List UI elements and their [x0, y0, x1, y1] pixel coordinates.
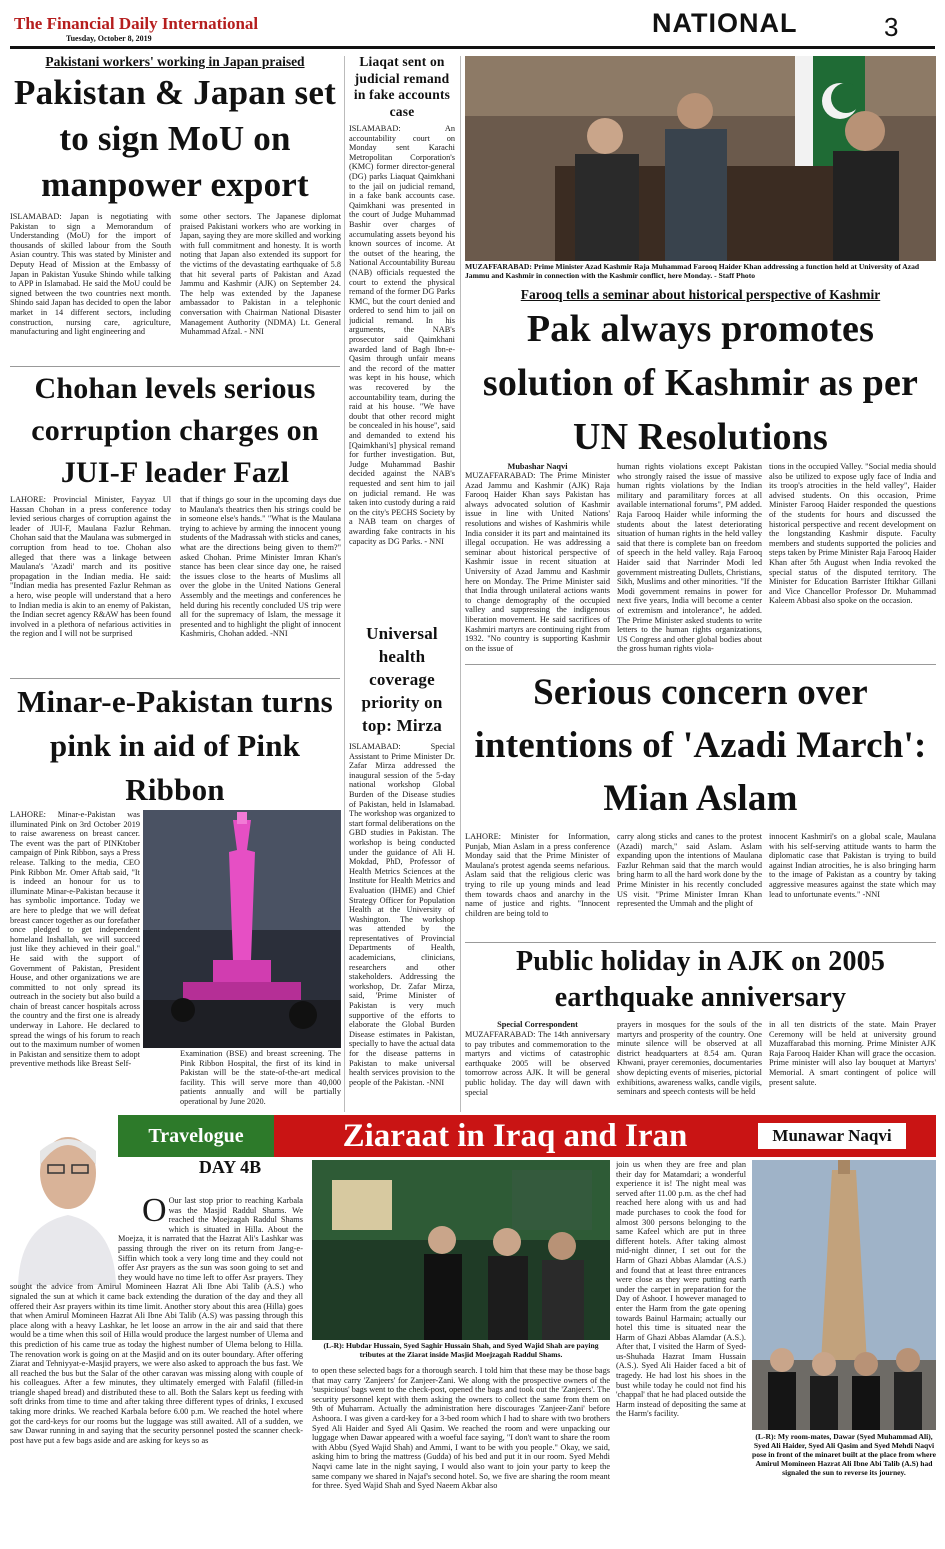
a1-col1: ISLAMABAD: Japan is negotiating with Pakistan to sign a Memorandum of Understanding (MoU) for the import of thousands of skilled labour from the South Asian country. This was stated by Minister and Deputy Head of Mission at the Embassy of Japan in Pakistan Yusuke Shindo while talking to APP in Islamabad. He said the MoU could be signed between the two countries next month. Shindo said Japan has decided to open the labor market in 14 different sectors, including construction, nursing care, agriculture, manufacturing and light engineering and: [10, 212, 171, 337]
a6-col2: Examination (BSE) and breast screening. The Pink Ribbon Hospital, the first of its kind in Pakistan will be the state-of-the-art medical facility. This will serve more than 40,000 patients annually and will be partially operational by June 2020.: [180, 1049, 341, 1106]
kashmir-function-photo: [465, 56, 936, 261]
a7-col1: LAHORE: Minister for Information, Punjab, Mian Aslam in a press conference Monday said that the Prime Minister of Maulana's protest agenda seems nefarious. Aslam said that the religious cleric was trying to rile up young minds and lead them towards chaos and anarchy in the name of justice and rights. "Innocent children are being told to: [465, 832, 610, 918]
a3-col1: MUZAFFARABAD: The Prime Minister Azad Jammu and Kashmir (AJK) Raja Farooq Haider Khan says Pakistan has always advocated solution of Kashmir issue in line with United Nations' resolutions and wishes of Kashmiris while India consider it its part and maintained its illegal occupation. He was addressing a seminar about historical perspective of Kashmir issue in recent situation at University of Azad Jammu and Kashmir here on Monday. The Prime Minister said that India through unilateral actions wants to change demography of the occupied valley and suppressing the indigenous liberation movement. He said sacrifices of Kashmiri martyrs are continuing right from 1932. "No country is supporting Kashmir on the issue of: [465, 471, 610, 653]
photo1-caption: MUZAFFARABAD: Prime Minister Azad Kashmir Raja Muhammad Farooq Haider Khan addressing a function held at University of Azad Jammu and Kashmir in connection with the Kashmir conflict, here Monday. - Staff Photo: [465, 262, 920, 280]
travelogue-col2: to open these selected bags for a thorough search. I told him that these may be those bags that may carry 'Zanjeers' for Zanjeer-Zani. We along with the prospective owners of the 'suspicious' bags went to the check-post, opened the bags and took out the 'Zanjeers'. The security personnel kept with them asking the owners to collect the same from them on 9th of Muharram. Actually the administration here discourages 'Zanjeer-Zani' before Ashoora. I was given a card-key for a 3-bed room which I had to share with two brothers Syed Ali Haider and Syed Ali Qasim. We reached the room and were unpacking our luggage when Dawar appeared with a woeful face saying, "I don't want to share the room with Abbu (Syed Wajid Shah) and Ammi, I want to be with you people." Okay, we said, asking him to bring the mattress (Gudda) of his bed and put it in our room. Syed Mehdi Naqvi came late in the night saying, I would also want to join your party to keep the same company we shared in Najaf's second hotel. So, we five are sharing the room meant for three. Syed Wajid Shah and Syed Naeem Akbar also: [312, 1366, 610, 1491]
a1-headline: Pakistan & Japan set to sign MoU on manpower export: [14, 73, 336, 204]
a1-col2: some other sectors. The Japanese diplomat praised Pakistani workers who are working in Japan, saying they are more skilled and working with full commitment and honesty. It is worth noting that Japan also extended its support for the victims of the devastating earthquake of 5.8 that hit several parts of Pakistan and Azad Jammu and Kashmir (AJK) on September 24. The help was extended by the Japanese ambassador to Pakistan in a telephonic conversation with Chairman National Disaster Management Authority (NDMA) Lt. General Muhammad Afzal. - NNI: [180, 212, 341, 337]
minaret-photo: [752, 1160, 936, 1430]
a3-col2: human rights violations except Pakistan who strongly raised the issue of massive human rights violations by the Indian military and paramilitary forces at all available international forums", PM added. Raja Farooq Haider while informing the students about the latest deteriorating situation of human rights in the held valley said that there is complete ban on freedom of speech in the held valley. Raja Farooq Haider said that Narrinder Modi led government mistreating Dullets, Christians, Sikh, Muslims and other minorities. "If the Modi government remains in power for next five years, India will become a center of extremism and intolerance", he added. The Prime Minister asked students to write letters to the human rights organizations, US Congress and other global bodies about the gross human rights viola-: [617, 462, 762, 654]
ziarat-photo: [312, 1160, 610, 1340]
page-number: 3: [884, 12, 899, 42]
issue-date: Tuesday, October 8, 2019: [66, 34, 152, 43]
a4-headline: Chohan levels serious corruption charges on JUI-F leader Fazl: [31, 372, 319, 489]
dropcap: O: [142, 1196, 167, 1229]
a3-headline: Pak always promotes solution of Kashmir as per UN Resolutions: [482, 308, 919, 458]
a5-headline: Universal health coverage priority on top: Mirza: [361, 624, 443, 735]
a2-headline: Liaqat sent on judicial remand in fake accounts case: [353, 54, 451, 119]
a4-col2: that if things go sour in the upcoming days due to Maulana's theatrics then his strings could be in someone else's hands." "What is the Maulana trying to achieve by arming the innocent young students of the Madrassah with sticks and canes, what are the directions being given to them?" asked Chohan. Prime Minister Imran Khan's stance has been clear since day one, he raised the issues close to the hearts of Muslims all over the globe in the United Nations General Assembly and the meetings and conferences he held during his recently concluded US trip were all for the supremacy of Islam, the message it presented and to highlight the plight of innocent Kashmiris, Chohan added. -NNI: [180, 495, 341, 639]
a7-col2: carry along sticks and canes to the protest (Azadi) march," said Aslam. Aslam expanding upon the intentions of Maulana Fazlur Rehman said that the march would bring harm to all the hard work done by the Prime Minister in his recently concluded US visit. "Prime Minister Imran Khan represented the Ummah and the plight of: [617, 832, 762, 909]
photo3-caption: (L-R): My room-mates, Dawar (Syed Muhammad Ali), Syed Ali Haider, Syed Ali Qasim and Syed Mehdi Naqvi pose in front of the minaret built at the place from where Amirul Momineen Hazrat Ali Ibne Abi Talib (A.S) had signaled the sun to reverse its journey.: [752, 1432, 936, 1477]
travelogue-col1: [10, 1196, 303, 1546]
masthead: [0, 0, 945, 56]
travelogue-col3: join us when they are free and plan their day for Matamdari; a wonderful experience it is! The night meal was served after 11.00 p.m. as the chef had reached here along with us and had made purchases to cook the food for almost 300 persons belonging to the same Kafeel which are put in three different hotels. After taking almost mid-night dinner, I set out for the Harm of Ghazi Abbas Alamdar (A.S.) and found that at least three entrances were close as they were putting earth under the carpet in preparation for the Day of Ashoor. I however managed to enter the Harm from the gate opening towards Bainul Harmain; actually our hotel this time is situated near the Harm of Ghazi Abbas Alamdar (A.S.). After that, I visited the Harm of Syed-us-Shuhada Hazrat Imam Hussain (A.S.). Syed Ali Haider faced a bit of tragedy. He had lost his shoes in the bust while today he could not find his 'chappal' that he had placed outside the Harm instead of depositing the same at the Harm's facility.: [616, 1160, 746, 1419]
travelogue-col1-text: Our last stop prior to reaching Karbala was the Masjid Raddul Shams. We reached the Moejzagah Raddul Shams which is situated in Hilla. About the Moejza, it is narrated that the Hazrat Ali's Lashkar was passing through the river on its return from Jang-e-Siffin which took a very long time and they could not offer Asr prayers as the sun was soon going to set and they would have no time left to offer Asr prayers. They sought the advice from Amirul Momineen Hazrat Ali Ibne Abi Talib (A.S.) who signaled the sun at which it came back extending the duration of the day and they all offered their Asr prayers within its time limit. Another story about this area (Hilla) goes that when Amirul Momineen Hazrat Ali Ibne Abi Talib (A.S) was passing through this place along with a heavy Lashkar, he let loose an arrow in the air and said that there would be a time when this soil of Hilla would produce the largest number of Ulema and this prediction of his came true as today the highest number of Ulema belong to Hilla. The renovation work is going on at the Masjid and on its outer boundary. After offering Ziarat and Tehniyyat-e-Masjid prayers, we were also asked to approach the bus fast. We all reached the bus but the Salar of the other caravan was missing along with couple of his colleagues. After a few minutes, they ultimately emerged with Falafil (filled-in triangle shaped bread) and distributed these to all. Both the Salars kept us feeding with soft drinks from time to time and after taking three different types of drinks, I excused taking more drinks. We reached Karbala before 6.00 p.m. We reached the hotel where got the card-keys for our rooms but the luggage was still awaited. All of a sudden, we saw Dawar running in and saying that the security personnel posted the scanner check-post have put a few bags aside and are asking for keys so as: [10, 1196, 303, 1445]
a4-col1: LAHORE: Provincial Minister, Fayyaz Ul Hassan Chohan in a press conference today levied serious charges of corruption against the leader of JUI-F, Maulana Fazlur Rehman. Chohan said that the Maulana was submerged in corruption from head to toe. Chohan also alleged that there was a linkage between Maulana's 'Azadi' march and its positive propagation in the Indian media. He said: "Indian media has presented Fazlur Rehman as a hero, wise people will understand that a hero to Indian media is akin to an enemy of Pakistan, the Indian secret agency R&AW has been found involved in a plethora of nefarious activities in the region and I will not be surprised: [10, 495, 171, 639]
a3-byline: Mubashar Naqvi: [507, 462, 568, 471]
a2-body: ISLAMABAD: An accountability court on Monday sent Karachi Metropolitan Corporation's (KMC) former director-general (DG) parks Liaquat Qaimkhani to the jail on judicial remand, in a fake bank accounts case. Qaimkhani was presented in the court of Judge Muhammad Bashir over charges of accumulating assets beyond his known sources of income. At the outset of the hearing, the National Accountability Bureau (NAB) officials requested the court to extend the physical remand of the former DG Parks KMC, but the court denied and ordered to send him to jail on judicial remand. In his arguments, the NAB's prosecutor said Qaimkhani awarded land of Bagh Ibn-e-Qasim through unfair means and the record of the matter was kept in his house, which was recovered by the accountability team, during the raid at his house. "We have doubt that other record might be concealed in his house", said and demanded to extend his [Qaimkhani's] physical remand for further investigation. But, Judge Muhammad Bashir decided against the NAB's requested and sent him to jail on judicial remand. He was taken into custody during a raid on the city's PECHS Society by a NAB team on charges of awarding fake contracts in his capacity as DG Parks. - NNI: [349, 124, 455, 546]
minar-e-pakistan-photo: [143, 810, 341, 1048]
paper-name: The Financial Daily International: [14, 14, 259, 33]
a6-headline: Minar-e-Pakistan turns pink in aid of Pink Ribbon: [17, 684, 333, 806]
a6-col1: LAHORE: Minar-e-Pakistan was illuminated Pink on 3rd October 2019 to raise awareness on breast cancer. The event was the part of PINKtober campaign of Pink Ribbon, says a Press release. Talking to the media, CEO Pink Ribbon Mr. Omer Aftab said, "It is indeed an honour for us to illuminate Minar-e-Pakistan because it has symbolic importance. Today we are here to pledge that we will defeat breast cancer together as our forefather once pledged to get independent homeland Inshallah, we will succeed just like they achieved in their goal." He said with the support of Government of Pakistan, President House, and other organizations we are committed to not only spread its outreach in the society but also build a chain of breast cancer hospitals across the country and the first one is already underway in Lahore. He declared to spread the wings of his forum to reach out to the maximum number of women in Pakistan and sensitize them to adopt preventive methods like Breast Self-: [10, 810, 140, 1069]
a8-headline: Public holiday in AJK on 2005 earthquake anniversary: [515, 946, 886, 1013]
travelogue-tag: Travelogue: [118, 1115, 274, 1157]
a7-headline: Serious concern over intentions of 'Azadi March': Mian Aslam: [474, 672, 927, 819]
a5-body: ISLAMABAD: Special Assistant to Prime Minister Dr. Zafar Mirza addressed the inaugural session of the 5-day national workshop Global Burden of the Disease studies of Pakistan, held in Islamabad. The workshop was organized to start formal deliberations on the GBD studies in Pakistan. The workshop is being conducted under the guidance of Ali H. Mokdad, PhD, Professor of Health Metrics Sciences at the Institute for Health Metrics and Evaluation (IHME) and Chief Strategy Officer for Population Health at the University of Washington. The workshop was attended by the representatives of Provincial Departments of Health, academicians, clinicians, researchers and other stakeholders. Addressing the workshop, Dr. Zafar Mirza, said, 'Prime Minister of Pakistan is very much supportive of the efforts to elaborate the Global Burden Disease estimates in Pakistan, specially to have the actual data for the disease patterns in Pakistan to make universal health services provision to the people of the Pakistan. -NNI: [349, 742, 455, 1087]
travelogue-author: Munawar Naqvi: [758, 1123, 906, 1149]
section-title: NATIONAL: [652, 8, 798, 38]
a8-byline: Special Correspondent: [497, 1020, 578, 1029]
travelogue-day: DAY 4B: [198, 1157, 262, 1177]
a8-col2: prayers in mosques for the souls of the martyrs and prosperity of the country. One minute silence will be observed at all district headquarters at 8.54 am. Quran Khwani, prayer ceremonies, documentaries show depicting events of miseries, pictorial exhibitions, awareness walks, candle vigils, seminars and speech contests will be held: [617, 1020, 762, 1097]
a3-col3: tions in the occupied Valley. "Social media should also be utilized to expose ugly face of India and its troop's atrocities in the held valley", Haider advised students. On this occasion, Prime Minister Farooq Haider responded the questions of the students for hours and discussed the historical perspective and recent development on the longstanding Kashmir dispute. Faculty members and students supported the policies and steps taken by Prime Minister Raja Farooq Haider Khan after 5th August when India revoked the special status of the disputed territory. The Minister for Education Barrister Iftikhar Gillani and Vice Chancellor Professor Dr. Muhammad Kaleem Abbasi also spoke on the occasion.: [769, 462, 936, 606]
photo2-caption: (L-R): Hubdar Hussain, Syed Saghir Hussain Shah, and Syed Wajid Shah are paying tributes at the Ziarat inside Masjid Moejzagah Raddul Shams.: [323, 1341, 599, 1359]
a1-kicker: Pakistani workers' working in Japan praised: [45, 54, 305, 69]
a8-col3: in all ten districts of the state. Main Prayer Ceremony will be held at university ground Muzaffarabad this morning. Prime Minister AJK Raja Farooq Haider Khan will grace the occasion. Prime minister will also lay bouquet at Martyrs' Memorial. A smart contingent of police will present salute.: [769, 1020, 936, 1087]
travelogue-title: Ziaraat in Iraq and Iran: [342, 1118, 688, 1154]
travelogue-banner: [10, 1115, 936, 1157]
a8-col1: MUZAFFARABAD: The 14th anniversary to pay tributes and commemoration to the martyrs and victims of catastrophic earthquake 2005 will be observed tomorrow across AJK. It will be general public holiday. The day will dawn with special: [465, 1030, 610, 1097]
a7-col3: innocent Kashmiri's on a global scale, Maulana with his self-serving attitude wants to harm the diplomatic case that Pakistan is trying to build against Indian atrocities, he is also bringing harm to the image of Pakistan as a country by taking aggressive measures against the state which may lead to unfortunate events." -NNI: [769, 832, 936, 899]
a3-kicker: Farooq tells a seminar about historical perspective of Kashmir: [520, 287, 881, 302]
